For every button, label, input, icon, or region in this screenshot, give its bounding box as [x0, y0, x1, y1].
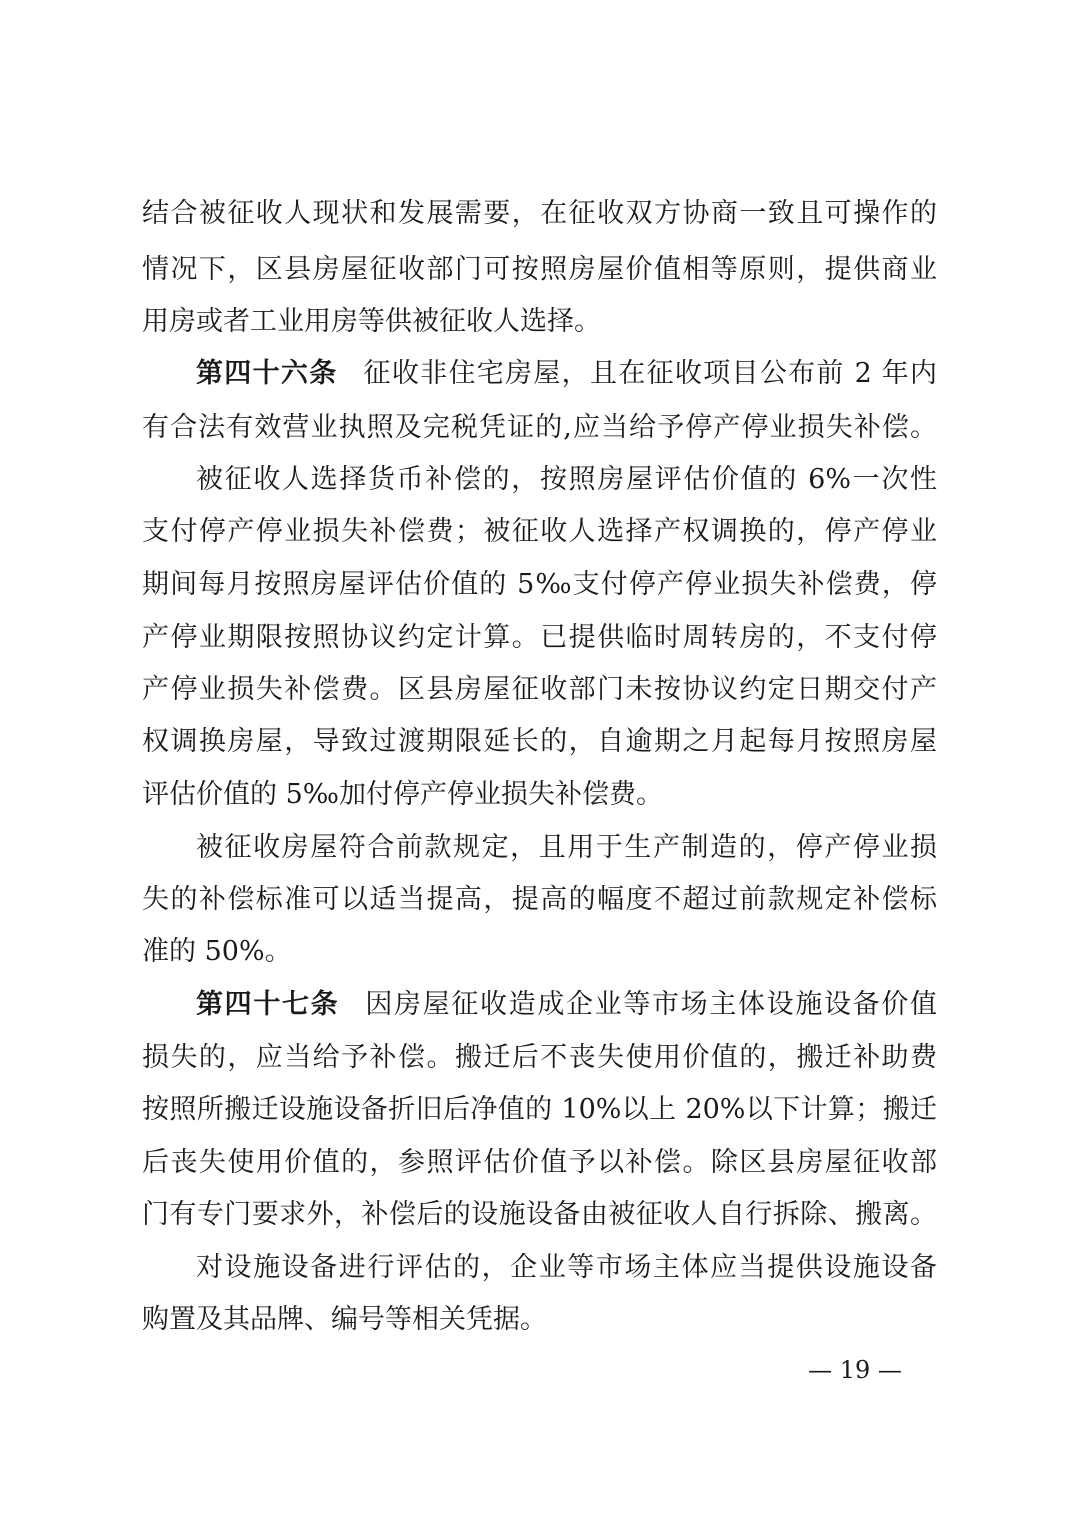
paragraph-line: 期间每月按照房屋评估价值的 5‰支付停产停业损失补偿费，停	[142, 569, 937, 600]
paragraph-line: 被征收人选择货币补偿的，按照房屋评估价值的 6%一次性	[196, 464, 937, 495]
paragraph-line: 失的补偿标准可以适当提高，提高的幅度不超过前款规定补偿标	[142, 884, 937, 915]
article-46-first-line	[196, 354, 937, 394]
paragraph-line: 评估价值的 5‰加付停产停业损失补偿费。	[142, 779, 663, 810]
paragraph-line: 准的 50%。	[142, 936, 292, 967]
paragraph-line: 权调换房屋，导致过渡期限延长的，自逾期之月起每月按照房屋	[142, 726, 937, 757]
article-46-text: 征收非住宅房屋，且在征收项目公布前 2 年内	[363, 358, 937, 389]
paragraph-line: 被征收房屋符合前款规定，且用于生产制造的，停产停业损	[196, 832, 937, 863]
paragraph-line: 后丧失使用价值的，参照评估价值予以补偿。除区县房屋征收部	[142, 1147, 937, 1178]
paragraph-line: 产停业期限按照协议约定计算。已提供临时周转房的，不支付停	[142, 622, 937, 653]
paragraph-line: 购置及其品牌、编号等相关凭据。	[142, 1304, 547, 1335]
paragraph-line: 门有专门要求外，补偿后的设施设备由被征收人自行拆除、搬离。	[142, 1199, 937, 1230]
article-46-heading: 第四十六条	[196, 358, 338, 389]
paragraph-line: 情况下，区县房屋征收部门可按照房屋价值相等原则，提供商业	[142, 254, 937, 285]
paragraph-line: 用房或者工业用房等供被征收人选择。	[142, 306, 601, 337]
paragraph-line: 按照所搬迁设施设备折旧后净值的 10%以上 20%以下计算；搬迁	[142, 1094, 937, 1125]
paragraph-line: 结合被征收人现状和发展需要，在征收双方协商一致且可操作的	[142, 198, 937, 229]
article-47-text: 因房屋征收造成企业等市场主体设施设备价值	[365, 989, 938, 1020]
paragraph-line: 损失的，应当给予补偿。搬迁后不丧失使用价值的，搬迁补助费	[142, 1042, 937, 1073]
article-47-heading: 第四十七条	[196, 989, 340, 1020]
article-47-first-line	[196, 985, 937, 1025]
page-number: — 19 —	[808, 1356, 902, 1384]
paragraph-line: 对设施设备进行评估的，企业等市场主体应当提供设施设备	[196, 1252, 937, 1283]
paragraph-line: 支付停产停业损失补偿费；被征收人选择产权调换的，停产停业	[142, 516, 937, 547]
paragraph-line: 有合法有效营业执照及完税凭证的,应当给予停产停业损失补偿。	[142, 412, 937, 443]
paragraph-line: 产停业损失补偿费。区县房屋征收部门未按协议约定日期交付产	[142, 674, 937, 705]
